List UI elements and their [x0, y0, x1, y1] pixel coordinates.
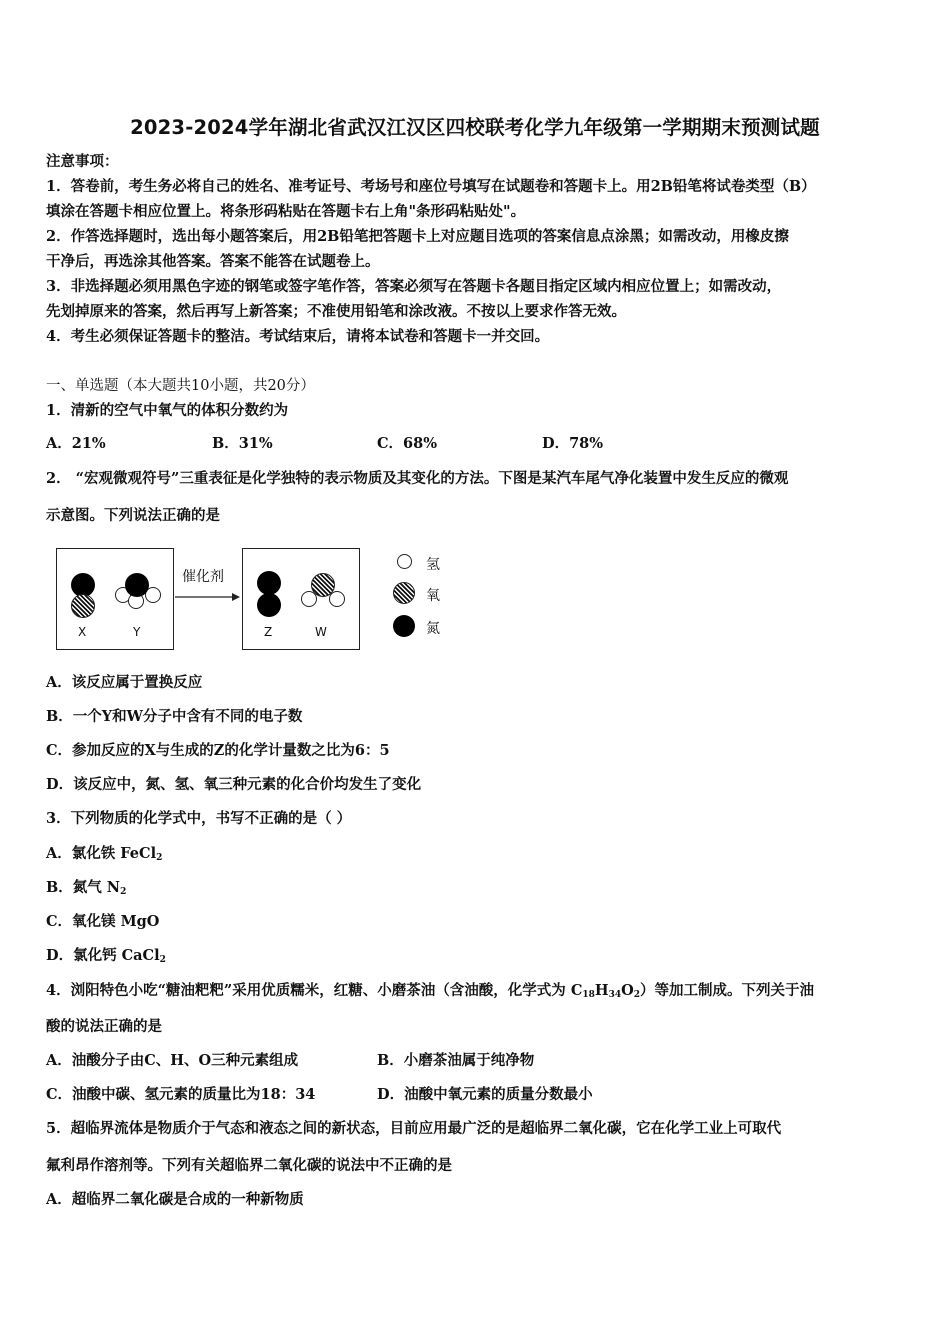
subscript: 34	[608, 990, 622, 1000]
molecule-w-label: W	[315, 625, 327, 639]
molecule-x-label: X	[78, 625, 87, 639]
q4-option-b: B．小磨茶油属于纯净物	[377, 1052, 535, 1069]
subscript: 18	[582, 990, 595, 1000]
legend-oxygen: 氧	[426, 588, 440, 604]
q2-option-a: A．该反应属于置换反应	[46, 674, 203, 691]
q4-option-d: D．油酸中氧元素的质量分数最小	[377, 1086, 593, 1103]
q3-option-c: C．氧化镁 MgO	[46, 913, 160, 930]
question-4-stem-line1	[46, 981, 814, 1005]
page-title: 2023-2024学年湖北省武汉江汉区四校联考化学九年级第一学期期末预测试题	[130, 116, 820, 139]
q4-stem-part: H	[594, 982, 609, 999]
q2-option-b: B．一个Y和W分子中含有不同的电子数	[46, 708, 303, 725]
reaction-arrow-icon	[174, 590, 242, 604]
subscript: 2	[159, 955, 166, 965]
notice-line: 干净后，再选涂其他答案。答案不能答在试题卷上。	[46, 253, 380, 270]
q4-option-a: A．油酸分子由C、H、O三种元素组成	[46, 1052, 299, 1069]
nitrogen-atom	[257, 593, 281, 617]
oxygen-legend-icon	[393, 582, 415, 604]
q2-option-c: C．参加反应的X与生成的Z的化学计量数之比为6：5	[46, 742, 390, 759]
nitrogen-atom	[125, 573, 149, 597]
q2-option-d: D．该反应中，氮、氢、氧三种元素的化合价均发生了变化	[46, 776, 422, 793]
q3-option-b-text: B．氮气 N	[46, 879, 121, 896]
question-5-stem-line2: 氟利昂作溶剂等。下列有关超临界二氧化碳的说法中不正确的是	[46, 1157, 452, 1174]
subscript: 2	[156, 853, 163, 863]
q1-option-b: B．31%	[212, 435, 273, 452]
q5-option-a: A．超临界二氧化碳是合成的一种新物质	[46, 1191, 304, 1208]
notice-heading: 注意事项：	[46, 153, 119, 170]
molecule-y-label: Y	[133, 625, 141, 639]
notice-line: 4．考生必须保证答题卡的整洁。考试结束后，请将本试卷和答题卡一并交回。	[46, 328, 550, 345]
q4-stem-part: O	[621, 982, 634, 999]
q1-option-c: C．68%	[377, 435, 437, 452]
subscript: 2	[633, 990, 641, 1000]
subscript: 2	[120, 887, 127, 897]
q3-option-a-text: A．氯化铁 FeCl	[46, 845, 157, 862]
reaction-diagram	[56, 546, 456, 652]
question-3-stem: 3．下列物质的化学式中，书写不正确的是（ ）	[46, 810, 352, 827]
nitrogen-atom	[257, 571, 281, 595]
notice-line: 2．作答选择题时，选出每小题答案后，用2B铅笔把答题卡上对应题目选项的答案信息点涂黑；如需改动，用橡皮擦	[46, 228, 789, 245]
question-1-stem: 1．清新的空气中氧气的体积分数约为	[46, 402, 289, 419]
q1-option-a: A．21%	[46, 435, 106, 452]
notice-line: 填涂在答题卡相应位置上。将条形码粘贴在答题卡右上角"条形码粘贴处"。	[46, 203, 526, 220]
q3-option-d	[46, 946, 166, 970]
oxygen-atom	[71, 594, 95, 618]
q3-option-b	[46, 878, 126, 902]
nitrogen-legend-icon	[393, 615, 415, 637]
question-5-stem-line1: 5．超临界流体是物质介于气态和液态之间的新状态，目前应用最广泛的是超临界二氧化碳，它在化学工业上可取代	[46, 1120, 782, 1137]
molecule-z-label: Z	[264, 625, 273, 639]
notice-line: 1．答卷前，考生务必将自己的姓名、准考证号、考场号和座位号填写在试题卷和答题卡上。用2B铅笔将试卷类型（B）	[46, 178, 816, 195]
q3-option-a	[46, 844, 162, 868]
q1-option-d: D．78%	[542, 435, 604, 452]
q4-option-c: C．油酸中碳、氢元素的质量比为18：34	[46, 1086, 316, 1103]
legend-hydrogen: 氢	[426, 557, 440, 573]
q4-stem-part: 4．浏阳特色小吃“糖油粑粑”采用优质糯米，红糖、小磨茶油（含油酸，化学式为 C	[46, 982, 583, 999]
oxygen-atom	[311, 573, 335, 597]
q4-stem-part: ）等加工制成。下列关于油	[640, 982, 815, 999]
question-4-stem-line2: 酸的说法正确的是	[46, 1018, 162, 1035]
catalyst-label: 催化剂	[182, 569, 224, 585]
question-2-stem-line1: 2． “宏观微观符号”三重表征是化学独特的表示物质及其变化的方法。下图是某汽车尾气净化装置中发生反应的微观	[46, 470, 789, 487]
section-heading: 一、单选题（本大题共10小题，共20分）	[46, 378, 315, 394]
reactant-box	[56, 548, 174, 650]
notice-line: 3．非选择题必须用黑色字迹的钢笔或签字笔作答，答案必须写在答题卡各题目指定区域内相应位置上；如需改动，	[46, 278, 782, 295]
product-box	[242, 548, 360, 650]
legend-nitrogen: 氮	[426, 621, 440, 637]
hydrogen-legend-icon	[397, 554, 412, 569]
notice-line: 先划掉原来的答案，然后再写上新答案；不准使用铅笔和涂改液。不按以上要求作答无效。	[46, 303, 626, 320]
question-2-stem-line2: 示意图。下列说法正确的是	[46, 507, 220, 524]
q3-option-d-text: D．氯化钙 CaCl	[46, 947, 160, 964]
